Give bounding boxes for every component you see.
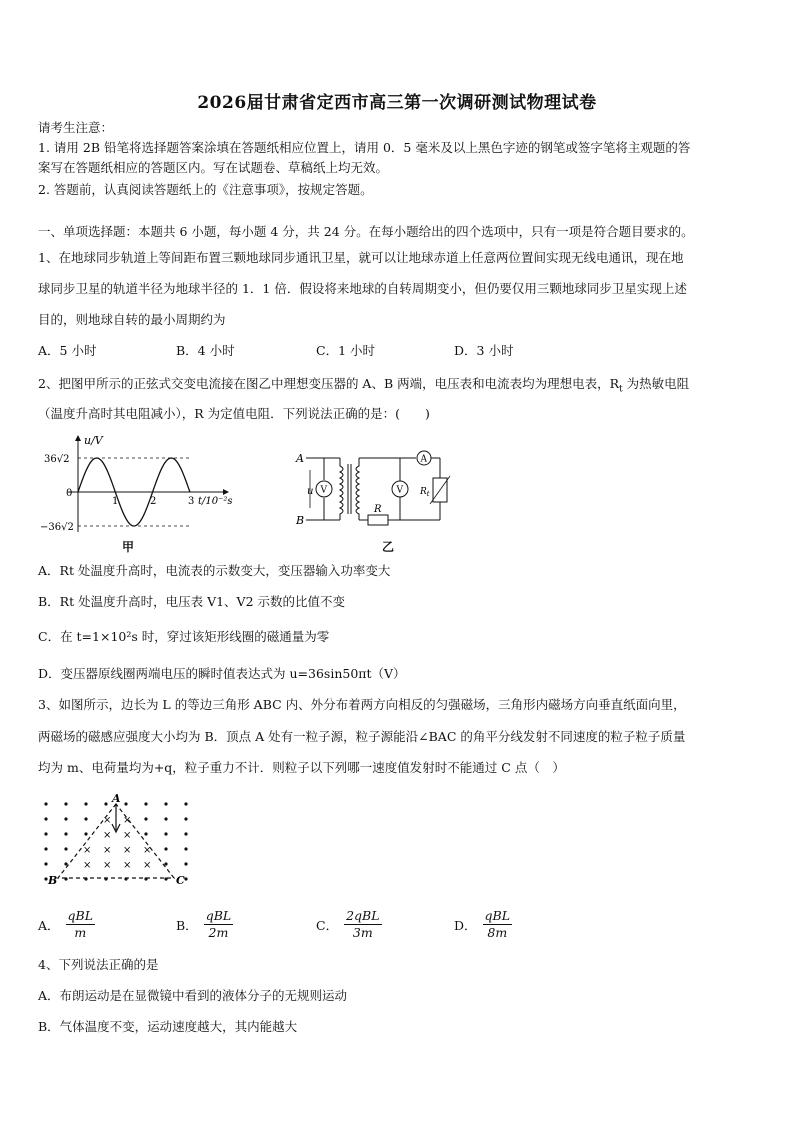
field-dot [84,832,87,835]
field-cross: × [103,845,112,856]
q3-stem-3: 均为 m、电荷量均为+q，粒子重力不计．则粒子以下列哪一速度值发射时不能通过 C 点（ ） [38,760,565,775]
vertex-c: C [176,874,185,887]
q2-option-c: C．在 t=1×10²s 时，穿过该矩形线圈的磁通量为零 [38,629,330,644]
q2-figure-a-label: 甲 [122,540,135,554]
q2-figure-b-circuit [292,448,452,538]
notice-item-1: 1. 请用 2B 铅笔将选择题答案涂填在答题纸相应位置上，请用 0．5 毫米及以上黑色字迹的钢笔或签字笔将主观题的答 [38,140,691,155]
q3-option-a: A． qBL m [38,908,94,940]
field-dot [64,847,67,850]
q1-option-a: A．5 小时 [38,343,97,358]
field-dot [44,817,47,820]
field-dot [164,862,167,865]
rt-label: $R_t$ [420,487,430,498]
field-dot [44,832,47,835]
field-dot [44,847,47,850]
field-dot [164,802,167,805]
x-axis-label: t/10⁻²s [198,496,233,507]
q1-option-d: D．3 小时 [454,343,514,358]
field-dot [164,817,167,820]
x-tick-1: 1 [112,496,119,507]
field-cross: × [103,815,112,826]
field-dot [124,802,127,805]
input-voltage-u: u [307,486,314,497]
vertex-a: A [112,792,121,805]
field-dot [44,802,47,805]
q2-stem-1-sub: t [619,384,623,395]
field-dot [64,817,67,820]
notice-heading: 请考生注意： [38,120,114,135]
resistor-r [368,515,388,525]
q2-stem-2: （温度升高时其电阻减小），R 为定值电阻．下列说法正确的是：( ) [38,406,430,421]
field-dot [64,862,67,865]
field-dot [144,802,147,805]
field-dot [44,862,47,865]
field-cross: × [83,860,92,871]
field-cross: × [103,860,112,871]
x-tick-3: 3 [188,496,195,507]
q2-option-d: D．变压器原线圈两端电压的瞬时值表达式为 u=36sin50πt（V） [38,666,406,681]
q4-stem: 4、下列说法正确的是 [38,957,159,972]
q4-option-a: A．布朗运动是在显微镜中看到的液体分子的无规则运动 [38,988,348,1003]
terminal-b: B [296,514,305,527]
field-dot [184,817,187,820]
field-dot [64,802,67,805]
field-dot [164,832,167,835]
field-dot [84,817,87,820]
y-tick-zero: 0 [66,488,73,499]
x-tick-2: 2 [150,496,157,507]
svg-text:A: A [420,454,427,465]
q3-option-c: C． 2qBL 3m [316,908,380,940]
field-dot [144,817,147,820]
q2-figure-b-label: 乙 [382,540,395,554]
field-cross: × [83,845,92,856]
q2-stem-1-text: 2、把图甲所示的正弦式交变电流接在图乙中理想变压器的 A、B 两端，电压表和电流表均为理想电表，R [38,376,620,391]
q2-stem-1 [38,374,760,400]
q1-stem-2: 球同步卫星的轨道半径为地球半径的 1．1 倍．假设将来地球的自转周期变小，但仍要仅用三颗地球同步卫星实现上述 [38,281,687,296]
y-axis-label: u/V [84,434,103,447]
field-dot [184,862,187,865]
q3-stem-2: 两磁场的磁感应强度大小均为 B．顶点 A 处有一粒子源，粒子源能沿∠BAC 的角平分线发射不同速度的粒子粒子质量 [38,729,686,744]
q1-stem-3: 目的，则地球自转的最小周期约为 [38,312,226,327]
field-cross: × [123,830,132,841]
field-cross: × [123,845,132,856]
field-cross: × [123,860,132,871]
terminal-a: A [296,452,304,465]
field-dot [64,832,67,835]
q2-stem-1-tail: 为热敏电阻 [622,376,690,391]
y-tick-top: 36√2 [44,454,70,465]
field-cross: × [103,830,112,841]
q3-option-d: D． qBL 8m [454,908,511,940]
field-dot [104,802,107,805]
q2-option-a: A．Rt 处温度升高时，电流表的示数变大，变压器输入功率变大 [38,563,391,578]
vertex-b: B [48,874,58,887]
field-dot [184,802,187,805]
notice-item-2: 2. 答题前，认真阅读答题纸上的《注意事项》，按规定答题。 [38,182,373,197]
q3-stem-1: 3、如图所示，边长为 L 的等边三角形 ABC 内、外分布着两方向相反的匀强磁场，三角形内磁场方向垂直纸面向里， [38,697,686,712]
q2-option-b: B．Rt 处温度升高时，电压表 V1、V2 示数的比值不变 [38,594,346,609]
field-cross: × [143,845,152,856]
r-label: R [374,504,382,515]
field-dot [184,877,187,880]
inside-field-crosses [83,815,151,871]
q4-option-b: B．气体温度不变，运动速度越大，其内能越大 [38,1019,298,1034]
primary-coil [340,458,343,520]
field-dot [144,832,147,835]
field-dot [164,847,167,850]
svg-text:V: V [396,485,403,496]
notice-item-1-cont: 案写在答题纸相应的答题区内。写在试题卷、草稿纸上均无效。 [38,160,389,175]
secondary-coil [356,458,359,520]
field-cross: × [123,815,132,826]
svg-text:V: V [320,485,327,496]
exam-title: 2026届甘肃省定西市高三第一次调研测试物理试卷 [197,93,597,113]
field-dot [184,847,187,850]
q1-option-b: B．4 小时 [176,343,235,358]
field-dot [184,832,187,835]
section-heading: 一、单项选择题：本题共 6 小题，每小题 4 分，共 24 分。在每小题给出的四个选项中，只有一项是符合题目要求的。 [38,224,694,239]
q3-option-b: B． qBL 2m [176,908,232,940]
q1-stem-1: 1、在地球同步轨道上等间距布置三颗地球同步通讯卫星，就可以让地球赤道上任意两位置间实现无线电通讯，现在地 [38,250,684,265]
q1-option-c: C．1 小时 [316,343,375,358]
field-cross: × [143,860,152,871]
q3-figure-triangle-field [38,792,198,892]
y-tick-bottom: −36√2 [40,522,74,533]
q2-figure-a-waveform [38,430,248,540]
field-dot [84,802,87,805]
